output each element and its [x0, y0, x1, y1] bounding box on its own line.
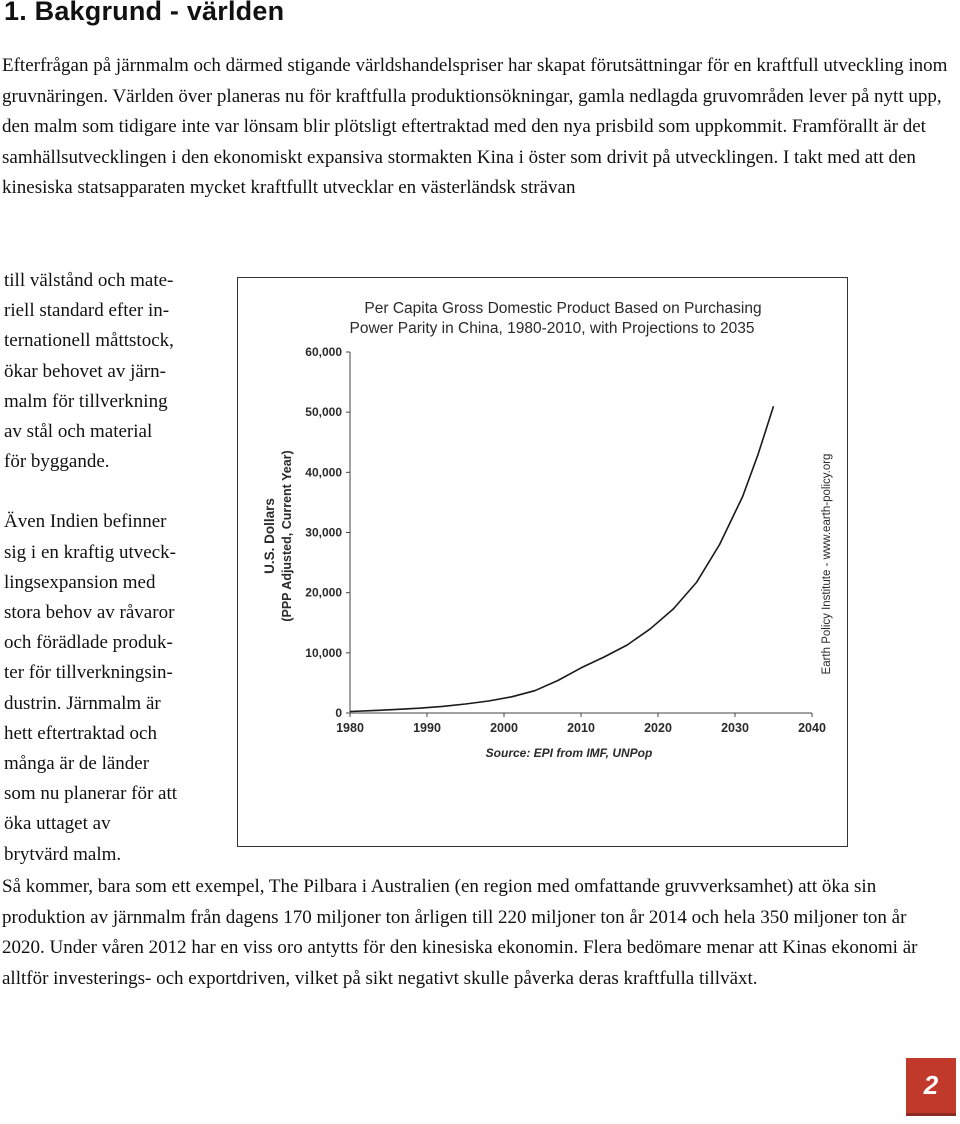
y-tick-label: 30,000 — [305, 525, 342, 540]
page-number-badge: 2 — [906, 1058, 956, 1116]
y-tick-label: 40,000 — [305, 465, 342, 480]
y-tick-label: 50,000 — [305, 405, 342, 420]
chart-title-line-1: Per Capita Gross Domestic Product Based on Purchasing — [364, 300, 762, 317]
x-tick-label: 2010 — [567, 721, 595, 735]
x-tick-label: 2000 — [490, 721, 518, 735]
gdp-chart-figure — [237, 277, 848, 847]
x-tick-label: 2030 — [721, 721, 749, 735]
chart-source: Source: EPI from IMF, UNPop — [485, 746, 653, 760]
bottom-paragraph: Så kommer, bara som ett exempel, The Pilbara i Australien (en region med omfattande gruvverksamhet) att öka sin produktion av järnmalm från dagens 170 miljoner ton årligen till 220 miljoner ton år 2014 och hela 350 miljoner ton år 2020. Under våren 2012 har en viss oro antytts för den kinesiska ekonomin. Flera bedömare menar att Kinas ekonomi är alltför investerings- och exportdriven, vilket på sikt negativt skulle påverka deras kraftfulla tillväxt. — [2, 876, 918, 989]
gdp-series-line — [350, 406, 774, 711]
section-heading: 1. Bakgrund - världen — [4, 0, 285, 26]
x-tick-label: 2040 — [798, 721, 826, 735]
x-tick-label: 1980 — [336, 721, 364, 735]
intro-paragraph: Efterfrågan på järnmalm och därmed stigande världshandelspriser har skapat förutsättningar för en kraftfull utveckling inom gruvnäringen. Världen över planeras nu för kraftfulla produktionsökningar, gamla nedlagda gruvområden lever på nytt upp, den malm som tidigare inte var lönsam blir plötsligt eftertraktad med den nya prisbild som uppkommit. Framförallt är det samhällsutvecklingen i den ekonomiskt expansiva stormakten Kina i öster som drivit på utvecklingen. I takt med att den kinesiska statsapparaten mycket kraftfullt utvecklar en västerländsk strävan — [2, 55, 948, 198]
y-tick-label: 20,000 — [305, 585, 342, 600]
y-axis-label: U.S. Dollars — [262, 498, 277, 574]
x-tick-label: 1990 — [413, 721, 441, 735]
left-paragraph-2: Även Indien befinner sig i en kraftig utveck- lingsexpansion med stora behov av råvaror och förädlade produk- ter för tillverkningsin- dustrin. Järnmalm är hett eftertraktad och många är de länder som nu planerar för att öka uttaget av brytvärd malm. — [4, 511, 178, 865]
y-tick-label: 60,000 — [305, 345, 342, 359]
chart-credit: Earth Policy Institute - www.earth-policy.org — [821, 453, 833, 675]
gdp-chart — [238, 278, 847, 846]
x-tick-label: 2020 — [644, 721, 672, 735]
y-tick-label: 10,000 — [305, 645, 342, 660]
left-text-column — [4, 266, 236, 870]
y-axis-sublabel: (PPP Adjusted, Current Year) — [280, 450, 294, 622]
chart-title-line-2: Power Parity in China, 1980-2010, with Projections to 2035 — [349, 320, 755, 337]
y-tick-label: 0 — [335, 706, 342, 720]
left-paragraph-1: till välstånd och mate- riell standard efter in- ternationell måttstock, ökar behovet av järn- malm för tillverkning av stål och material för byggande. — [4, 270, 174, 473]
